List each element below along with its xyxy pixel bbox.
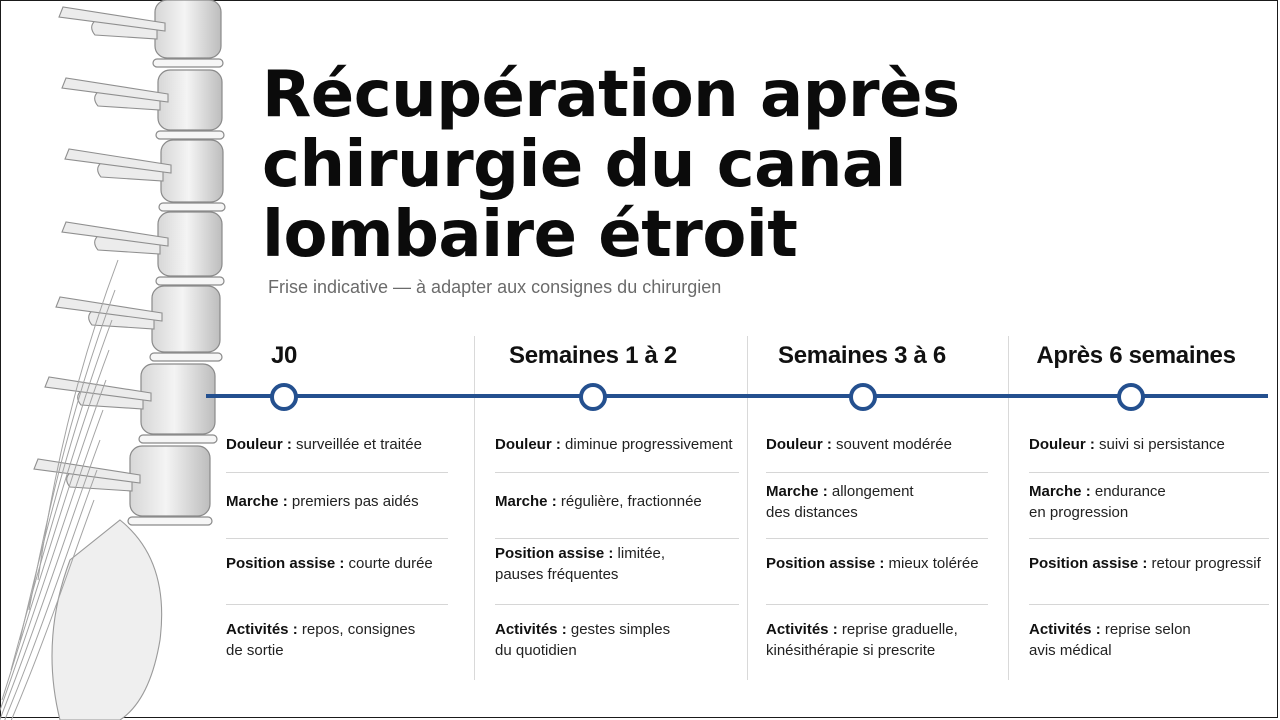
item-text: premiers pas aidés: [291, 493, 419, 510]
item-text: surveillée et traitée: [296, 436, 422, 453]
intervertebral-disc: [150, 353, 222, 361]
page-subtitle: Frise indicative — à adapter aux consignes du chirurgien: [268, 277, 722, 297]
item-text: retour progressif: [1151, 555, 1261, 572]
intervertebral-disc: [159, 203, 225, 211]
item-text: souvent modérée: [836, 436, 952, 453]
page-title: [262, 60, 1162, 270]
intervertebral-disc: [156, 277, 224, 285]
item-text: reprise selon: [1104, 621, 1191, 638]
item-label: Douleur :: [495, 436, 561, 453]
title-line: chirurgie du canal: [262, 128, 907, 202]
lumbar-spine-illustration: [0, 0, 230, 720]
item-text: en progression: [1029, 504, 1129, 521]
item-label: Position assise :: [495, 545, 614, 562]
item-label: Marche :: [766, 483, 828, 500]
title-line: Récupération après: [262, 58, 960, 132]
intervertebral-disc: [139, 435, 217, 443]
item-label: Douleur :: [1029, 436, 1095, 453]
item-label: Marche :: [226, 493, 288, 510]
item-label: Marche :: [1029, 483, 1091, 500]
item-label: Activités :: [226, 621, 298, 638]
item-text: régulière, fractionnée: [560, 493, 702, 510]
item-text: de sortie: [226, 642, 284, 659]
item-label: Activités :: [495, 621, 567, 638]
item-text: suivi si persistance: [1099, 436, 1225, 453]
period-label: J0: [270, 342, 298, 369]
item-text: avis médical: [1029, 642, 1112, 659]
item-label: Marche :: [495, 493, 557, 510]
item-text: allongement: [831, 483, 914, 500]
item-text: des distances: [766, 504, 858, 521]
intervertebral-disc: [153, 59, 223, 67]
item-label: Douleur :: [766, 436, 832, 453]
period-label: Après 6 semaines: [1036, 342, 1236, 369]
item-label: Activités :: [766, 621, 838, 638]
period-label: Semaines 1 à 2: [509, 342, 677, 369]
item-text: diminue progressivement: [565, 436, 733, 453]
item-text: gestes simples: [570, 621, 671, 638]
vertebra-body: [130, 446, 210, 516]
intervertebral-disc: [156, 131, 224, 139]
item-label: Position assise :: [1029, 555, 1148, 572]
title-line: lombaire étroit: [262, 198, 798, 272]
item-text: du quotidien: [495, 642, 577, 659]
item-text: mieux tolérée: [888, 555, 979, 572]
item-label: Douleur :: [226, 436, 292, 453]
item-text: limitée,: [617, 545, 666, 562]
item-label: Activités :: [1029, 621, 1101, 638]
item-label: Position assise :: [226, 555, 345, 572]
intervertebral-disc: [128, 517, 212, 525]
period-label: Semaines 3 à 6: [778, 342, 946, 369]
item-text: kinésithérapie si prescrite: [766, 642, 936, 659]
item-text: reprise graduelle,: [841, 621, 958, 638]
item-text: repos, consignes: [301, 621, 416, 638]
vertebra-body: [141, 364, 215, 434]
item-text: endurance: [1094, 483, 1166, 500]
item-text: pauses fréquentes: [495, 566, 619, 583]
item-label: Position assise :: [766, 555, 885, 572]
item-text: courte durée: [348, 555, 433, 572]
